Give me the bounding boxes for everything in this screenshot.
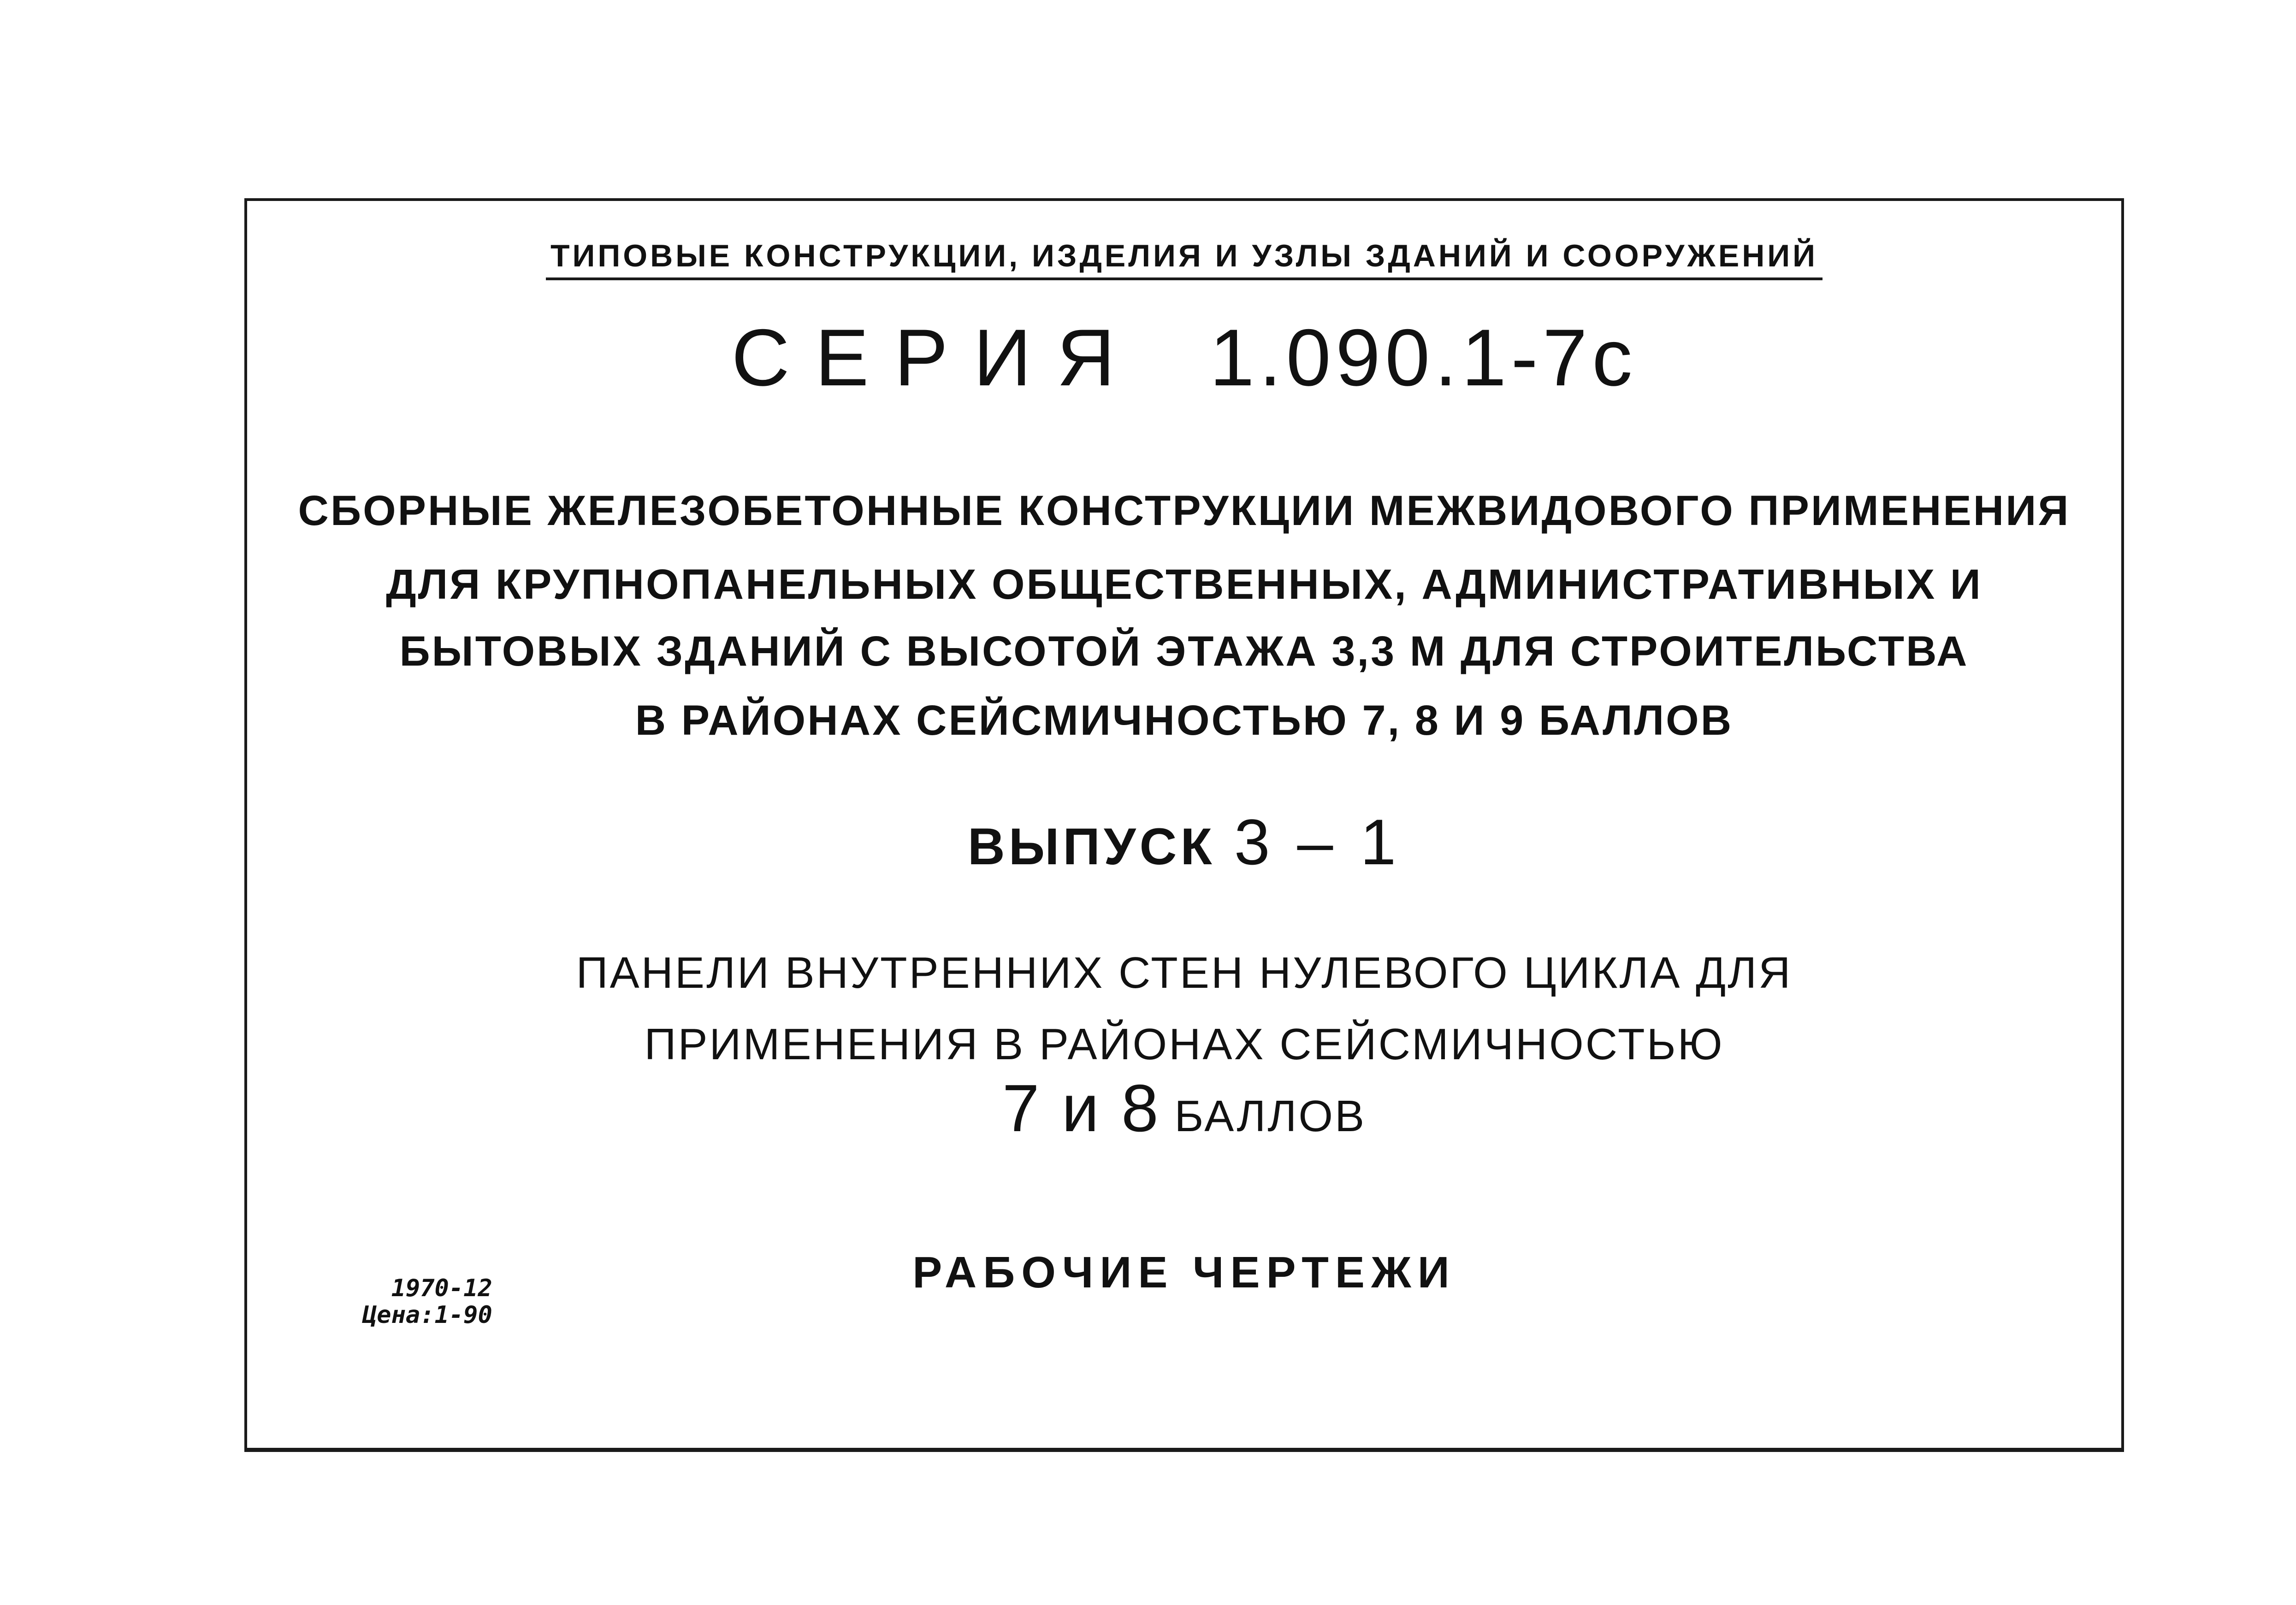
description-line-1: СБОРНЫЕ ЖЕЛЕЗОБЕТОННЫЕ КОНСТРУКЦИИ МЕЖВИДОВОГО ПРИМЕНЕНИЯ xyxy=(298,487,2071,534)
stamp-code: 1970-12 xyxy=(391,1275,492,1302)
description-line-4: В РАЙОНАХ СЕЙСМИЧНОСТЬЮ 7, 8 И 9 БАЛЛОВ xyxy=(635,697,1734,744)
series-word: СЕРИЯ xyxy=(731,313,1141,403)
price-stamp xyxy=(362,1275,492,1328)
series-number: 1.090.1-7с xyxy=(1209,313,1637,403)
working-drawings-title: РАБОЧИЕ ЧЕРТЕЖИ xyxy=(912,1248,1456,1297)
stamp-price: Цена:1-90 xyxy=(362,1301,492,1329)
title-frame xyxy=(244,198,2124,1452)
header-line xyxy=(247,238,2121,280)
issue-number: 3 – 1 xyxy=(1234,806,1401,878)
series-title xyxy=(247,312,2121,404)
subtitle-line-3 xyxy=(247,1070,2121,1147)
series-header: ТИПОВЫЕ КОНСТРУКЦИИ, ИЗДЕЛИЯ И УЗЛЫ ЗДАНИЙ И СООРУЖЕНИЙ xyxy=(546,238,1823,280)
subtitle-unit: БАЛЛОВ xyxy=(1174,1092,1367,1141)
subtitle-line-1: ПАНЕЛИ ВНУТРЕННИХ СТЕН НУЛЕВОГО ЦИКЛА ДЛЯ xyxy=(576,948,1793,997)
description-line-2: ДЛЯ КРУПНОПАНЕЛЬНЫХ ОБЩЕСТВЕННЫХ, АДМИНИСТРАТИВНЫХ И xyxy=(386,561,1982,608)
description-line-3: БЫТОВЫХ ЗДАНИЙ С ВЫСОТОЙ ЭТАЖА 3,3 М ДЛЯ СТРОИТЕЛЬСТВА xyxy=(399,628,1969,675)
subtitle-values: 7 и 8 xyxy=(1002,1071,1160,1145)
subtitle-line-2: ПРИМЕНЕНИЯ В РАЙОНАХ СЕЙСМИЧНОСТЬЮ xyxy=(644,1020,1724,1069)
issue-title xyxy=(247,805,2121,879)
issue-label: ВЫПУСК xyxy=(967,818,1216,875)
